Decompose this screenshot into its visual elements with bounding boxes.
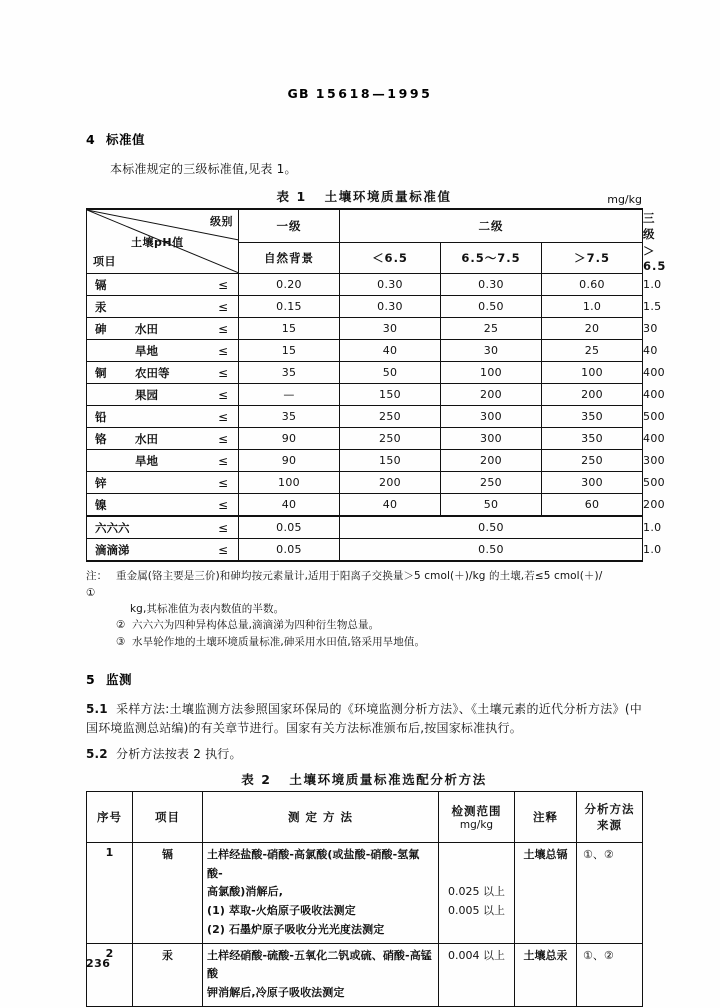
section-5-number: 5 <box>86 671 96 687</box>
table-1-value: 60 <box>542 494 643 517</box>
table-1-item-cell <box>87 494 239 517</box>
method-line: 高氯酸)消解后, <box>207 885 284 899</box>
table-1-value: 90 <box>239 428 340 450</box>
table-1-value: 350 <box>542 428 643 450</box>
table-note <box>86 568 642 601</box>
table-1-value: 200 <box>340 472 441 494</box>
running-header <box>0 86 720 101</box>
col-header-range-line1: 检测范围 <box>451 804 502 819</box>
table-1-value: 250 <box>340 428 441 450</box>
note-marker: ② <box>116 619 126 632</box>
range-line: 0.004 以上 <box>448 948 505 962</box>
table-1-value: 200 <box>441 384 542 406</box>
page-content <box>86 130 667 1007</box>
table-1-value: 0.05 <box>239 516 340 539</box>
section-4-number: 4 <box>86 132 96 147</box>
table-row: 砷 水田 ≤ 15 30 25 20 30 <box>87 318 643 340</box>
table-1-value: 30 <box>340 318 441 340</box>
table-2-item: 镉 <box>133 843 203 943</box>
col-header-source-line2: 来源 <box>597 818 622 833</box>
section-5-title: 监测 <box>106 671 133 687</box>
method-line: 钾消解后,冷原子吸收法测定 <box>207 985 345 999</box>
comparison-operator: ≤ <box>217 387 228 402</box>
comparison-operator: ≤ <box>217 431 228 446</box>
table-row: 六六六 ≤ 0.05 0.50 1.0 <box>87 516 643 539</box>
table-1-item-cell <box>87 516 239 539</box>
table-2-caption <box>86 770 642 788</box>
col-header-range-line2: mg/kg <box>459 819 494 832</box>
method-line: 土样经盐酸-硝酸-高氯酸(或盐酸-硝酸-氢氟酸- <box>207 848 420 880</box>
table-1-value: 90 <box>239 450 340 472</box>
method-line: 土样经硝酸-硫酸-五氧化二钒或硫、硝酸-高锰酸 <box>207 948 432 981</box>
section-5-2 <box>86 745 642 764</box>
table-2-header-row <box>87 792 643 843</box>
table-1-value: 50 <box>340 362 441 384</box>
note-text: 重金属(铬主要是三价)和砷均按元素量计,适用于阳离子交换量＞5 cmol(＋)/kg 的土壤,若≤5 cmol(＋)/ <box>116 570 603 583</box>
table-row <box>87 943 643 1006</box>
table-row: 锌 ≤ 100 200 250 300 500 <box>87 472 643 494</box>
page-number: 236 <box>86 957 111 970</box>
comparison-operator: ≤ <box>217 542 228 557</box>
table-1-value: 40 <box>239 494 340 517</box>
table-2-method <box>203 843 439 943</box>
table-1-value: 0.60 <box>542 274 643 296</box>
col-header-no: 序号 <box>87 792 133 843</box>
item-name: 锌 <box>95 475 107 490</box>
table-row: 旱地 ≤ 15 40 30 25 40 <box>87 340 643 362</box>
table-1-value: 200 <box>441 450 542 472</box>
table-1-value: — <box>239 384 340 406</box>
col-header-note: 注释 <box>515 792 577 843</box>
table-1-item-cell <box>87 362 239 384</box>
table-1-ph-header: 自然背景 <box>239 243 340 274</box>
method-line: (1) 萃取-火焰原子吸收法测定 <box>207 904 356 918</box>
section-4-title: 标准值 <box>106 132 146 147</box>
comparison-operator: ≤ <box>217 299 228 314</box>
item-name: 滴滴涕 <box>95 542 130 557</box>
table-2-title: 土壤环境质量标准选配分析方法 <box>289 772 487 788</box>
table-2-source: ①、② <box>577 943 643 1006</box>
table-1-grade-header: 二级 <box>340 209 643 243</box>
range-line <box>443 965 510 984</box>
table-1-item-cell <box>87 384 239 406</box>
table-row: 汞 ≤ 0.15 0.30 0.50 1.0 1.5 <box>87 296 643 318</box>
table-1-item-cell <box>87 539 239 562</box>
table-2-no: 1 <box>87 843 133 943</box>
table-1-unit: mg/kg <box>607 193 642 207</box>
table-1-ph-header: ＞7.5 <box>542 243 643 274</box>
table-row: 旱地 ≤ 90 150 200 250 300 <box>87 450 643 472</box>
table-1-corner-cell <box>87 209 239 274</box>
table-2-item: 汞 <box>133 943 203 1006</box>
corner-label-grade: 级别 <box>210 215 233 229</box>
table-1-value: 150 <box>340 384 441 406</box>
table-1-value: 35 <box>239 362 340 384</box>
table-1-notes <box>86 568 642 649</box>
table-2-method <box>203 943 439 1006</box>
table-1-value-merged: 0.50 <box>340 539 643 562</box>
table-1-value: 0.30 <box>340 296 441 318</box>
table-1-item-cell <box>87 274 239 296</box>
table-1-value: 40 <box>340 340 441 362</box>
table-1-value: 250 <box>340 406 441 428</box>
section-5-1 <box>86 700 642 739</box>
item-subtype: 农田等 <box>135 365 170 380</box>
table-1-value: 30 <box>441 340 542 362</box>
table-2-label: 表 2 <box>241 772 272 788</box>
table-2-source: ①、② <box>577 843 643 943</box>
table-1-soil-quality-standards <box>86 208 667 562</box>
table-2-analysis-methods <box>86 791 643 1007</box>
table-note <box>86 617 642 633</box>
table-1-value: 15 <box>239 318 340 340</box>
table-1-value: 100 <box>239 472 340 494</box>
item-name: 铜 <box>95 365 107 380</box>
table-1-value: 20 <box>542 318 643 340</box>
table-2-range <box>439 843 515 943</box>
corner-label-ph: 土壤pH值 <box>131 236 184 250</box>
corner-label-item: 项目 <box>93 255 116 269</box>
table-1-value: 250 <box>441 472 542 494</box>
note-continuation: kg,其标准值为表内数值的半数。 <box>130 602 285 615</box>
table-1-value: 0.30 <box>441 274 542 296</box>
table-2-note: 土壤总镉 <box>515 843 577 943</box>
table-1-value: 300 <box>441 428 542 450</box>
table-1-item-cell <box>87 472 239 494</box>
item-name: 铬 <box>95 431 107 446</box>
comparison-operator: ≤ <box>217 497 228 512</box>
comparison-operator: ≤ <box>217 453 228 468</box>
table-1-value: 0.30 <box>340 274 441 296</box>
item-name: 镍 <box>95 497 107 512</box>
table-1-value: 200 <box>542 384 643 406</box>
section-4-intro: 本标准规定的三级标准值,见表 1。 <box>110 162 297 176</box>
item-subtype: 旱地 <box>135 343 158 358</box>
table-row: 镍 ≤ 40 40 50 60 200 <box>87 494 643 517</box>
comparison-operator: ≤ <box>217 277 228 292</box>
comparison-operator: ≤ <box>217 475 228 490</box>
table-1-item-cell <box>87 428 239 450</box>
note-marker: ③ <box>116 635 126 648</box>
table-1-value: 150 <box>340 450 441 472</box>
col-header-item: 项目 <box>133 792 203 843</box>
table-1-value: 250 <box>542 450 643 472</box>
table-1-title: 土壤环境质量标准值 <box>324 189 452 205</box>
section-5-2-text: 分析方法按表 2 执行。 <box>116 746 242 761</box>
range-line: 0.025 以上 <box>448 885 505 899</box>
table-1-ph-header: ＜6.5 <box>340 243 441 274</box>
table-row: 镉 ≤ 0.20 0.30 0.30 0.60 1.0 <box>87 274 643 296</box>
item-name: 汞 <box>95 299 107 314</box>
table-1-value: 1.0 <box>542 296 643 318</box>
table-1-label: 表 1 <box>276 189 307 205</box>
table-1-caption <box>86 187 642 205</box>
table-1-value: 350 <box>542 406 643 428</box>
section-5-1-number: 5.1 <box>86 701 108 716</box>
comparison-operator: ≤ <box>217 409 228 424</box>
table-1-value: 35 <box>239 406 340 428</box>
comparison-operator: ≤ <box>217 365 228 380</box>
col-header-method: 测 定 方 法 <box>203 792 439 843</box>
item-name: 六六六 <box>95 520 130 535</box>
standard-number: 15618—1995 <box>315 86 433 101</box>
table-1-ph-header: 6.5～7.5 <box>441 243 542 274</box>
range-line <box>443 865 510 884</box>
table-1-value: 15 <box>239 340 340 362</box>
table-row: 铅 ≤ 35 250 300 350 500 <box>87 406 643 428</box>
table-row: 果园 ≤ — 150 200 200 400 <box>87 384 643 406</box>
table-1-item-cell <box>87 318 239 340</box>
section-5-heading <box>86 670 642 688</box>
table-1-value: 0.05 <box>239 539 340 562</box>
method-line: (2) 石墨炉原子吸收分光光度法测定 <box>207 922 385 936</box>
standard-code: GB <box>287 86 310 101</box>
table-1-item-cell <box>87 296 239 318</box>
table-1-value: 0.20 <box>239 274 340 296</box>
comparison-operator: ≤ <box>217 321 228 336</box>
table-note <box>86 634 642 650</box>
table-1-item-cell <box>87 450 239 472</box>
section-4-heading <box>86 130 642 148</box>
table-1-item-cell <box>87 406 239 428</box>
table-1-ph-header-row: 自然背景 ＜6.5 6.5～7.5 ＞7.5 ＞6.5 <box>87 243 643 274</box>
table-1-value: 25 <box>441 318 542 340</box>
note-marker: 注：① <box>86 570 108 599</box>
section-5-1-text: 采样方法:土壤监测方法参照国家环保局的《环境监测分析方法》、《土壤元素的近代分析方法》(中国环境监测总站编)的有关章节进行。国家有关方法标准颁布后,按国家标准执行。 <box>86 701 642 736</box>
comparison-operator: ≤ <box>217 343 228 358</box>
table-1-value: 100 <box>542 362 643 384</box>
table-1-grade-header-row: 级别 土壤pH值 项目 一级 二级 三级 <box>87 209 643 243</box>
col-header-source <box>577 792 643 843</box>
table-2-no: 2 <box>87 943 133 1006</box>
table-1-value: 100 <box>441 362 542 384</box>
table-1-value: 300 <box>441 406 542 428</box>
item-name: 镉 <box>95 277 107 292</box>
table-row: 铜 农田等 ≤ 35 50 100 100 400 <box>87 362 643 384</box>
table-row <box>87 843 643 943</box>
comparison-operator: ≤ <box>217 520 228 535</box>
item-subtype: 果园 <box>135 387 158 402</box>
table-row: 滴滴涕 ≤ 0.05 0.50 1.0 <box>87 539 643 562</box>
col-header-range <box>439 792 515 843</box>
section-5-2-number: 5.2 <box>86 746 108 761</box>
table-1-value: 40 <box>340 494 441 517</box>
range-line <box>443 846 510 865</box>
table-1-value: 0.50 <box>441 296 542 318</box>
item-subtype: 水田 <box>135 431 158 446</box>
item-subtype: 水田 <box>135 321 158 336</box>
table-1-value: 25 <box>542 340 643 362</box>
table-1-value: 0.15 <box>239 296 340 318</box>
table-2-range <box>439 943 515 1006</box>
item-name: 铅 <box>95 409 107 424</box>
table-1-item-cell <box>87 340 239 362</box>
note-text: 水旱轮作地的土壤环境质量标准,砷采用水田值,铬采用旱地值。 <box>132 635 426 648</box>
note-text: 六六六为四种异构体总量,滴滴涕为四种衍生物总量。 <box>132 619 380 632</box>
item-subtype: 旱地 <box>135 453 158 468</box>
table-row: 铬 水田 ≤ 90 250 300 350 400 <box>87 428 643 450</box>
table-1-value-merged: 0.50 <box>340 516 643 539</box>
table-1-grade-header: 一级 <box>239 209 340 243</box>
range-line: 0.005 以上 <box>448 904 505 918</box>
table-1-value: 300 <box>542 472 643 494</box>
table-2-note: 土壤总汞 <box>515 943 577 1006</box>
col-header-source-line1: 分析方法 <box>584 802 635 817</box>
item-name: 砷 <box>95 321 107 336</box>
table-1-value: 50 <box>441 494 542 517</box>
